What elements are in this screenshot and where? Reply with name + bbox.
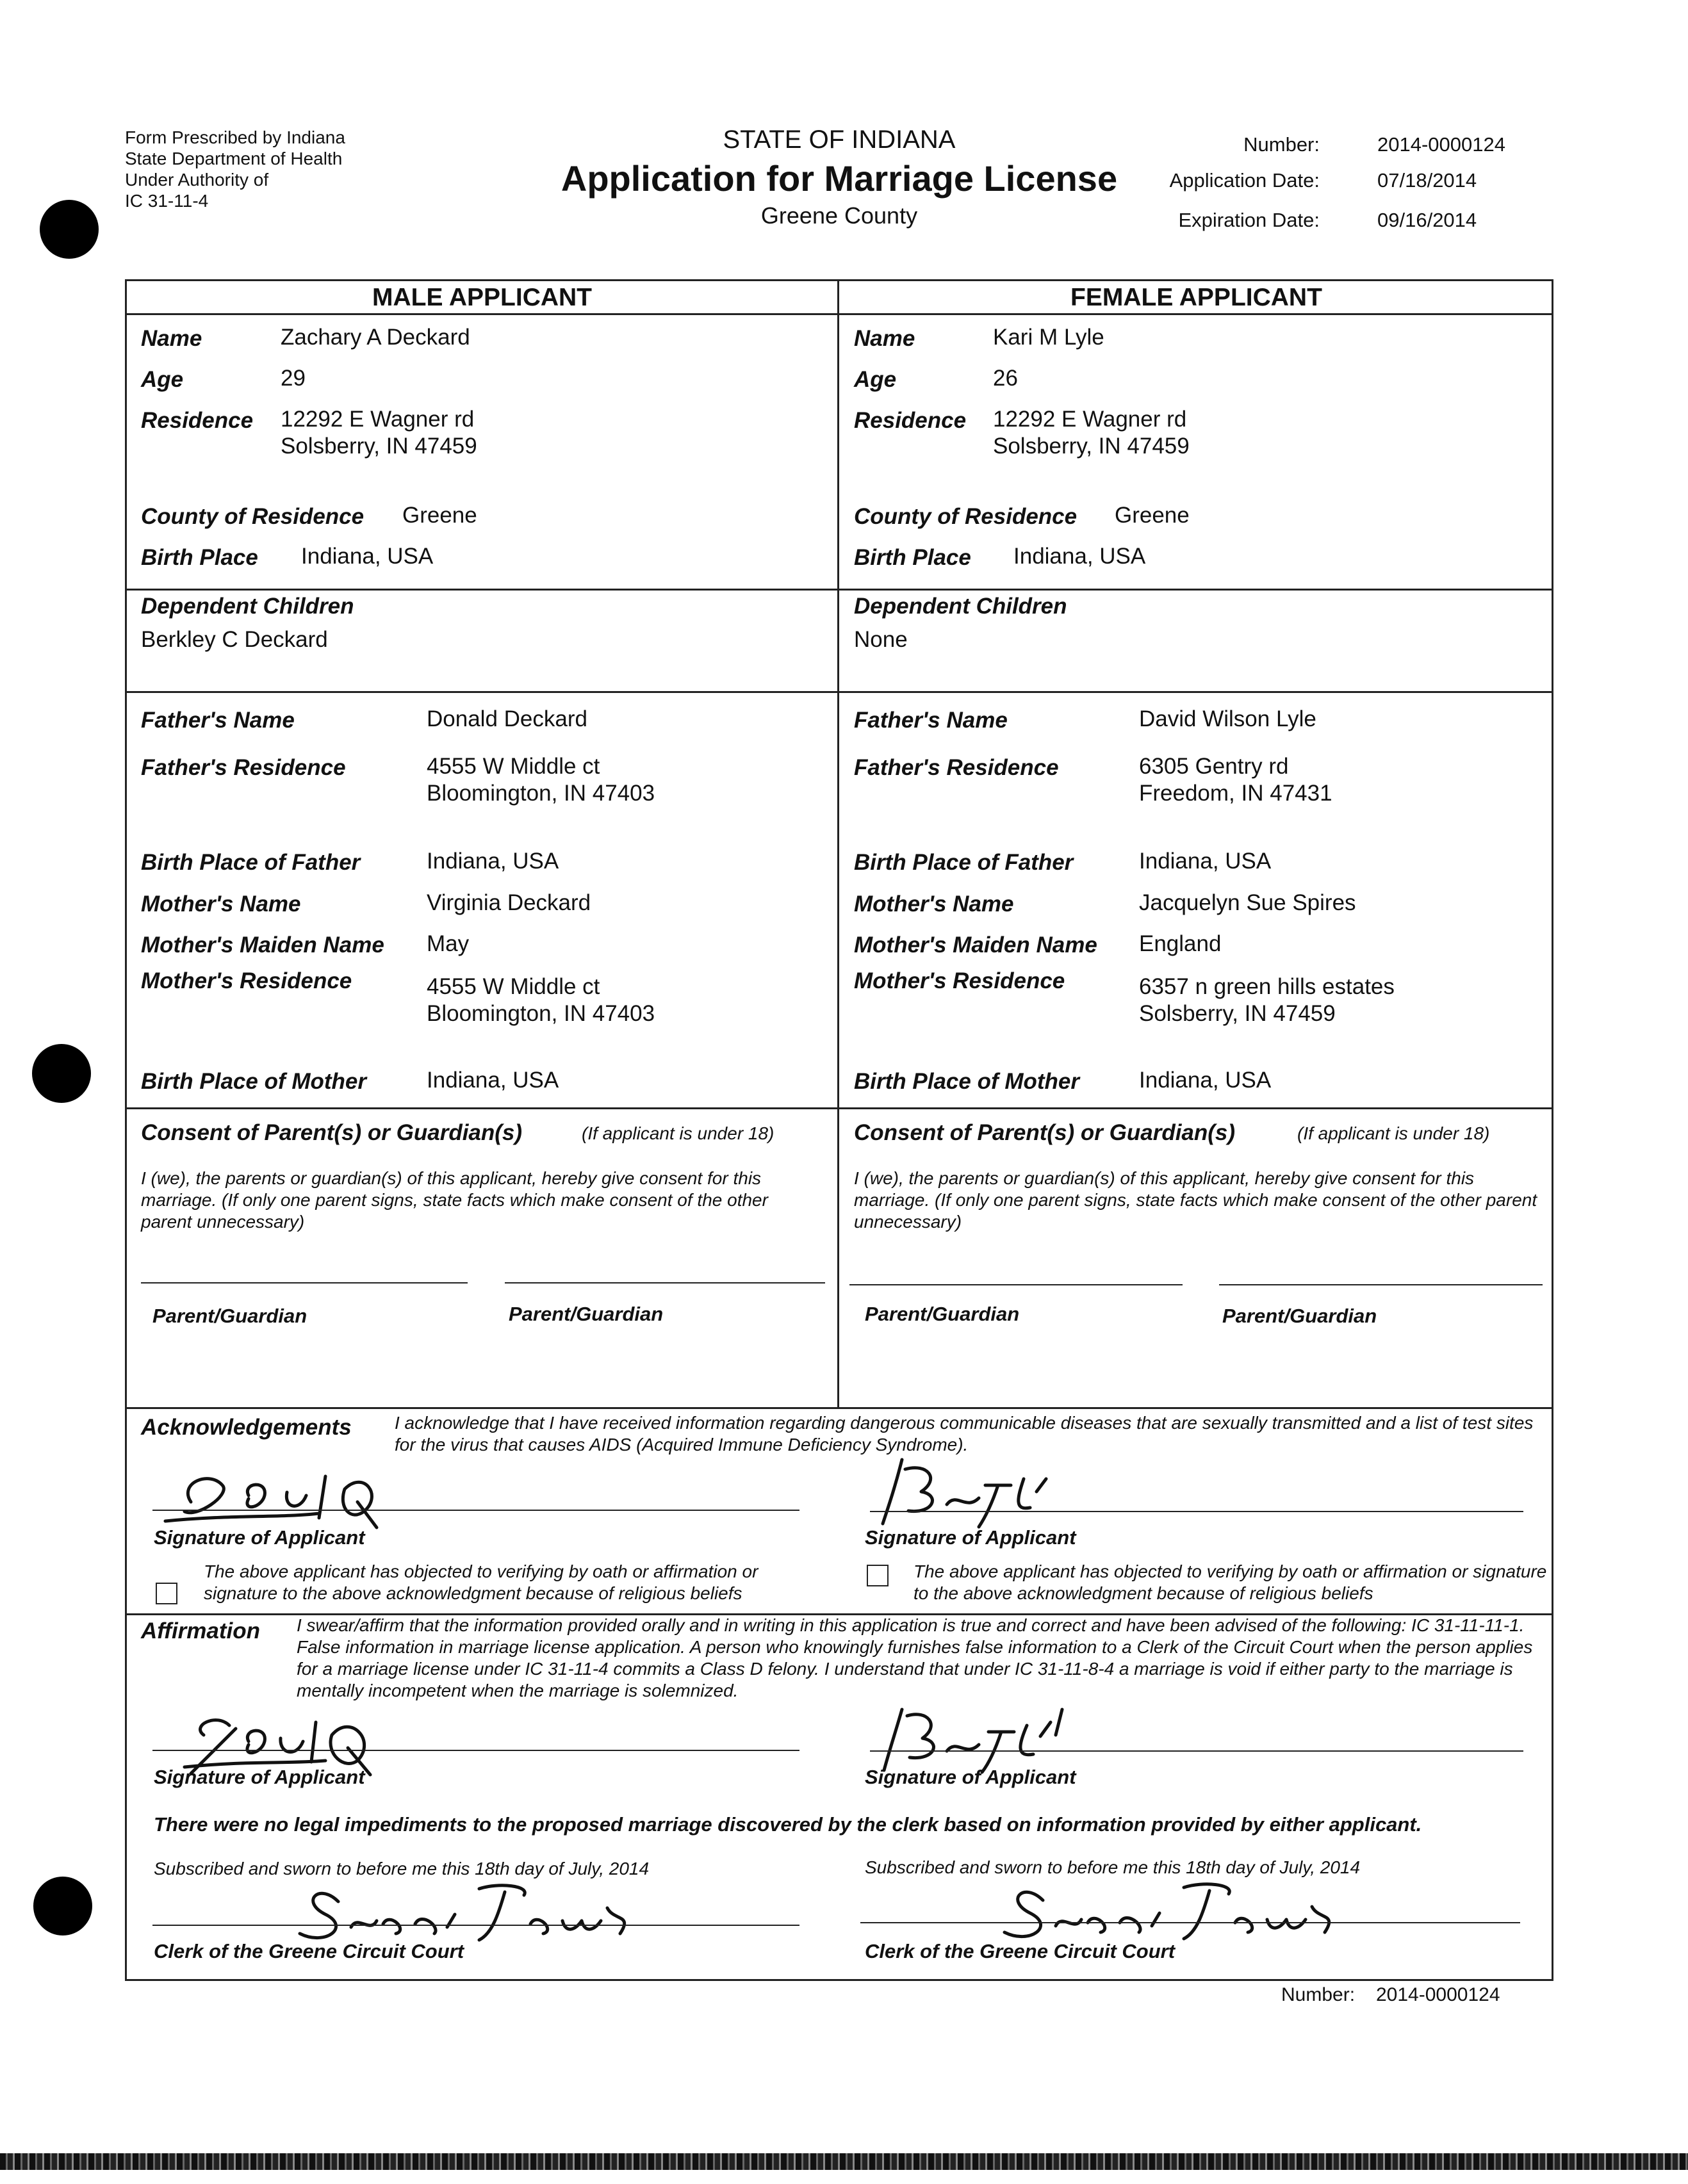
male-objection-checkbox[interactable]	[156, 1583, 177, 1604]
female-objection-text: The above applicant has objected to verifying by oath or affirmation or signature to the above acknowledgment because of religious beliefs	[914, 1561, 1547, 1603]
applicant-signature-line	[870, 1511, 1523, 1512]
female-name-value: Kari M Lyle	[993, 325, 1104, 350]
clerk-signature-line	[152, 1925, 799, 1926]
female-fathers-name-label: Father's Name	[854, 708, 1008, 733]
male-mother-birth-place-label: Birth Place of Mother	[141, 1069, 366, 1094]
female-mother-birth-place-value: Indiana, USA	[1139, 1068, 1272, 1093]
acknowledgements-text: I acknowledge that I have received information regarding dangerous communicable diseases that are sexually transmitted and a list of test sites for the virus that causes AIDS (Acquired Immune Deficiency Syndrome).	[395, 1413, 1534, 1455]
female-dependent-children-label: Dependent Children	[854, 594, 1067, 619]
male-fathers-residence-label: Father's Residence	[141, 755, 346, 780]
prescribed-line: State Department of Health	[125, 149, 343, 168]
male-applicant-header: MALE APPLICANT	[372, 284, 593, 311]
male-residence-label: Residence	[141, 408, 254, 433]
male-consent-text: I (we), the parents or guardian(s) of this applicant, hereby give consent for this marriage. (If only one parent signs, state facts which make consent of the other parent unnecessary)	[141, 1168, 768, 1232]
application-form	[125, 279, 1553, 1981]
female-name-label: Name	[854, 326, 915, 351]
female-residence-line1: 12292 E Wagner rd	[993, 407, 1187, 432]
county-name: Greene County	[760, 202, 918, 229]
number-label: Number:	[1243, 133, 1320, 156]
male-objection-text: The above applicant has objected to verifying by oath or affirmation or signature to the above acknowledgment because of religious beliefs	[204, 1561, 758, 1603]
female-mothers-residence-label: Mother's Residence	[854, 968, 1065, 993]
male-mothers-residence-label: Mother's Residence	[141, 968, 352, 993]
male-county-label: County of Residence	[141, 504, 365, 529]
female-clerk-label: Clerk of the Greene Circuit Court	[865, 1940, 1176, 1962]
expiration-date-label: Expiration Date:	[1178, 209, 1320, 231]
divider	[127, 1407, 1552, 1409]
female-mother-birth-place-label: Birth Place of Mother	[854, 1069, 1079, 1094]
applicant-signature-line	[870, 1750, 1523, 1752]
scan-edge-bar	[0, 2153, 1688, 2170]
punch-hole-top	[40, 200, 99, 259]
prescribed-by-block	[125, 127, 458, 211]
female-birth-place-value: Indiana, USA	[1013, 544, 1146, 569]
male-age-label: Age	[141, 367, 184, 392]
female-mothers-maiden-value: England	[1139, 931, 1222, 956]
female-mothers-name-label: Mother's Name	[854, 892, 1014, 917]
male-county-value: Greene	[402, 503, 477, 528]
impediments-statement: There were no legal impediments to the proposed marriage discovered by the clerk based on information provided by either applicant.	[154, 1813, 1422, 1836]
male-mother-birth-place-value: Indiana, USA	[427, 1068, 559, 1093]
affirmation-text: I swear/affirm that the information provided orally and in writing in this application is true and correct and have been advised of the following: IC 31-11-11-1. False information in marriage license application. A person who knowingly furnishes false information to a Clerk of the Circuit Court when the person applies for a marriage license under IC 31-11-4 commits a Class D felony. I understand that under IC 31-11-8-4 a marriage is void if either party to the marriage is mentally incompetent when the marriage is solemnized.	[297, 1615, 1533, 1700]
male-age-value: 29	[281, 366, 306, 391]
divider	[127, 691, 1552, 693]
male-birth-place-value: Indiana, USA	[301, 544, 434, 569]
female-mothers-name-value: Jacquelyn Sue Spires	[1139, 890, 1356, 915]
female-county-label: County of Residence	[854, 504, 1078, 529]
female-subscribed-text: Subscribed and sworn to before me this 18th day of July, 2014	[865, 1857, 1361, 1877]
male-affirmation-signature-label: Signature of Applicant	[154, 1766, 365, 1788]
female-residence-line2: Solsberry, IN 47459	[993, 434, 1190, 459]
male-fathers-residence-line1: 4555 W Middle ct	[427, 754, 600, 779]
female-residence-label: Residence	[854, 408, 967, 433]
male-dependent-children-label: Dependent Children	[141, 594, 354, 619]
male-birth-place-label: Birth Place	[141, 545, 258, 570]
expiration-date-value: 09/16/2014	[1377, 209, 1477, 231]
parent-guardian-label: Parent/Guardian	[865, 1303, 1020, 1325]
female-fathers-residence-label: Father's Residence	[854, 755, 1059, 780]
female-mothers-residence-line2: Solsberry, IN 47459	[1139, 1001, 1336, 1026]
male-mothers-name-label: Mother's Name	[141, 892, 301, 917]
parent-signature-line	[849, 1284, 1183, 1285]
female-age-value: 26	[993, 366, 1018, 391]
female-mothers-residence-line1: 6357 n green hills estates	[1139, 974, 1395, 999]
male-signature-label: Signature of Applicant	[154, 1526, 365, 1549]
column-divider	[837, 281, 839, 1407]
application-date-value: 07/18/2014	[1377, 169, 1477, 192]
male-mothers-residence-line1: 4555 W Middle ct	[427, 974, 600, 999]
female-fathers-residence-line1: 6305 Gentry rd	[1139, 754, 1289, 779]
punch-hole-bottom	[33, 1877, 92, 1935]
male-consent-note: (If applicant is under 18)	[582, 1123, 774, 1143]
male-father-birth-place-value: Indiana, USA	[427, 849, 559, 874]
female-mothers-maiden-label: Mother's Maiden Name	[854, 933, 1097, 958]
male-name-value: Zachary A Deckard	[281, 325, 470, 350]
male-clerk-label: Clerk of the Greene Circuit Court	[154, 1940, 464, 1962]
female-acknowledgement-signature	[851, 1453, 1081, 1536]
parent-signature-line	[505, 1282, 825, 1284]
female-consent-text: I (we), the parents or guardian(s) of this applicant, hereby give consent for this marriage. (If only one parent signs, state facts which make consent of the other parent unnecessary)	[854, 1168, 1537, 1232]
parent-guardian-label: Parent/Guardian	[509, 1303, 664, 1325]
male-fathers-name-value: Donald Deckard	[427, 706, 587, 731]
male-fathers-name-label: Father's Name	[141, 708, 295, 733]
female-age-label: Age	[854, 367, 897, 392]
footer-number-label: Number:	[1281, 1984, 1356, 2005]
female-father-birth-place-value: Indiana, USA	[1139, 849, 1272, 874]
male-mothers-maiden-label: Mother's Maiden Name	[141, 933, 384, 958]
female-signature-label: Signature of Applicant	[865, 1526, 1076, 1549]
punch-hole-middle	[32, 1044, 91, 1103]
prescribed-line: Under Authority of	[125, 170, 269, 190]
applicant-signature-line	[152, 1510, 799, 1511]
parent-guardian-label: Parent/Guardian	[152, 1305, 307, 1327]
acknowledgements-label: Acknowledgements	[141, 1415, 352, 1440]
page-title: Application for Marriage License	[561, 158, 1118, 199]
male-residence-line1: 12292 E Wagner rd	[281, 407, 475, 432]
female-fathers-name-value: David Wilson Lyle	[1139, 706, 1316, 731]
male-name-label: Name	[141, 326, 202, 351]
female-objection-checkbox[interactable]	[867, 1565, 889, 1586]
female-applicant-header: FEMALE APPLICANT	[1070, 284, 1322, 311]
female-dependent-children-value: None	[854, 627, 908, 652]
affirmation-label: Affirmation	[141, 1618, 261, 1643]
parent-guardian-label: Parent/Guardian	[1222, 1305, 1377, 1327]
footer-number-value: 2014-0000124	[1376, 1984, 1500, 2005]
divider	[127, 589, 1552, 591]
parent-signature-line	[141, 1282, 468, 1284]
male-father-birth-place-label: Birth Place of Father	[141, 850, 361, 875]
form-heading	[487, 123, 1192, 231]
clerk-signature	[992, 1868, 1350, 1952]
male-fathers-residence-line2: Bloomington, IN 47403	[427, 781, 655, 806]
clerk-signature-line	[860, 1922, 1520, 1923]
female-affirmation-signature-label: Signature of Applicant	[865, 1766, 1076, 1788]
female-county-value: Greene	[1115, 503, 1190, 528]
male-mothers-maiden-value: May	[427, 931, 470, 956]
female-fathers-residence-line2: Freedom, IN 47431	[1139, 781, 1332, 806]
number-value: 2014-0000124	[1377, 133, 1505, 156]
female-father-birth-place-label: Birth Place of Father	[854, 850, 1074, 875]
male-mothers-residence-line2: Bloomington, IN 47403	[427, 1001, 655, 1026]
male-consent-title: Consent of Parent(s) or Guardian(s)	[141, 1120, 523, 1145]
male-mothers-name-value: Virginia Deckard	[427, 890, 591, 915]
application-date-label: Application Date:	[1169, 169, 1320, 192]
parent-signature-line	[1219, 1284, 1543, 1285]
prescribed-line: Form Prescribed by Indiana	[125, 127, 345, 147]
divider	[127, 1107, 1552, 1109]
prescribed-line: IC 31-11-4	[125, 191, 209, 211]
state-name: STATE OF INDIANA	[723, 126, 956, 154]
divider	[127, 313, 1552, 315]
male-dependent-children-value: Berkley C Deckard	[141, 627, 328, 652]
female-birth-place-label: Birth Place	[854, 545, 971, 570]
male-residence-line2: Solsberry, IN 47459	[281, 434, 477, 459]
male-subscribed-text: Subscribed and sworn to before me this 18th day of July, 2014	[154, 1859, 650, 1878]
female-consent-note: (If applicant is under 18)	[1297, 1123, 1490, 1143]
female-consent-title: Consent of Parent(s) or Guardian(s)	[854, 1120, 1236, 1145]
applicant-signature-line	[152, 1750, 799, 1751]
